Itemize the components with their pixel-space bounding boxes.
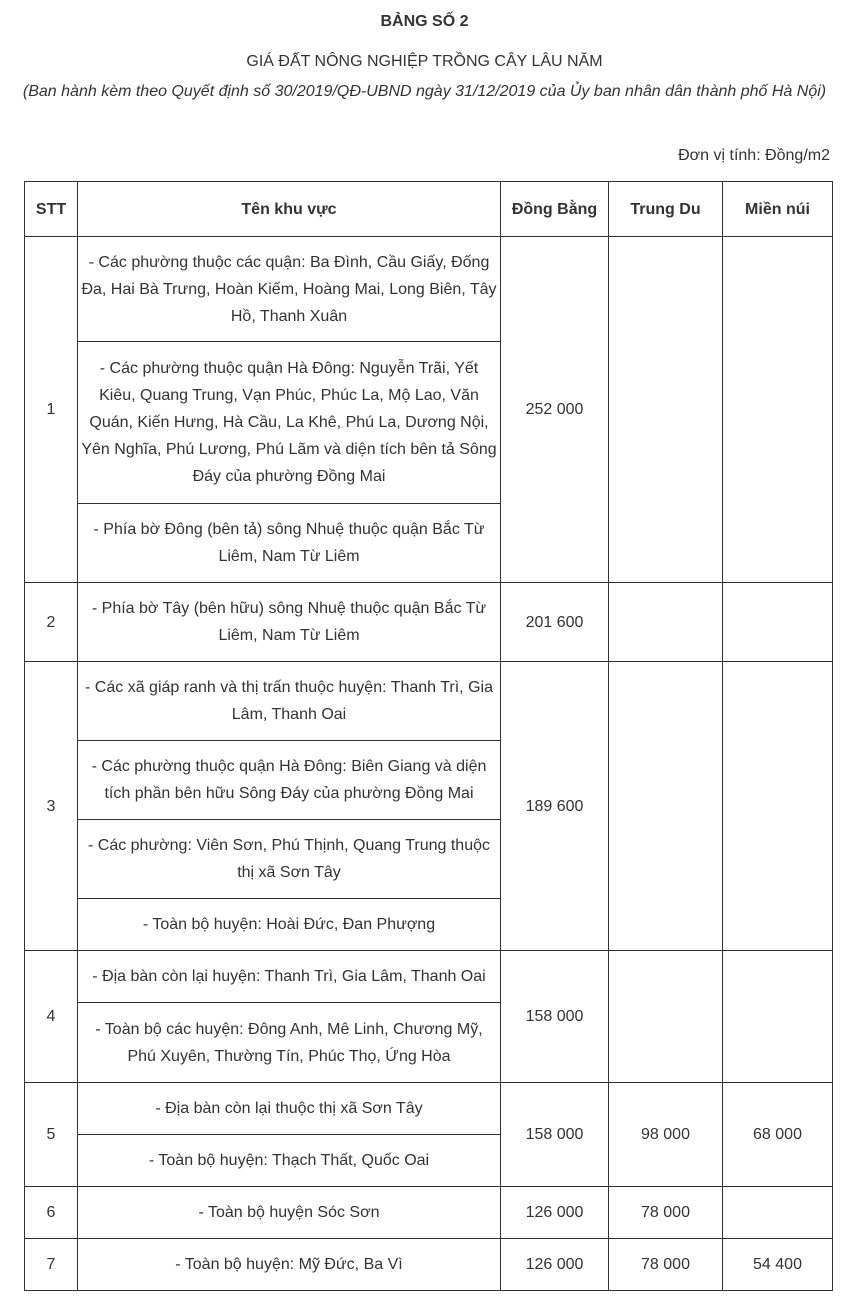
area-name-cell: - Địa bàn còn lại thuộc thị xã Sơn Tây: [78, 1083, 501, 1135]
table-row: [25, 951, 833, 1003]
dong-bang-price-cell: 126 000: [501, 1187, 609, 1239]
mien-nui-price-cell: [723, 662, 833, 951]
dong-bang-price-cell: 201 600: [501, 583, 609, 662]
table-row: [25, 1187, 833, 1239]
header-mien-nui: Miền núi: [723, 182, 833, 237]
area-name-cell: - Phía bờ Tây (bên hữu) sông Nhuệ thuộc quận Bắc Từ Liêm, Nam Từ Liêm: [78, 583, 501, 662]
trung-du-price-cell: [609, 951, 723, 1083]
dong-bang-price-cell: 252 000: [501, 237, 609, 583]
mien-nui-price-cell: 68 000: [723, 1083, 833, 1187]
trung-du-price-cell: [609, 662, 723, 951]
mien-nui-price-cell: [723, 583, 833, 662]
stt-cell: 6: [25, 1187, 78, 1239]
table-row: [25, 237, 833, 342]
land-price-table: [24, 181, 833, 1291]
area-name-cell: - Các phường thuộc quận Hà Đông: Nguyễn Trãi, Yết Kiêu, Quang Trung, Vạn Phúc, Phúc La, Mộ Lao, Văn Quán, Kiến Hưng, Hà Cầu, La Khê, Phú La, Dương Nội, Yên Nghĩa, Phú Lương, Phú Lãm và diện tích bên tả Sông Đáy của phường Đồng Mai: [78, 342, 501, 504]
stt-cell: 7: [25, 1239, 78, 1291]
mien-nui-price-cell: [723, 237, 833, 583]
table-row: [25, 1083, 833, 1135]
table-body: [25, 237, 833, 1291]
stt-cell: 1: [25, 237, 78, 583]
mien-nui-price-cell: 54 400: [723, 1239, 833, 1291]
area-name-cell: - Toàn bộ huyện Sóc Sơn: [78, 1187, 501, 1239]
dong-bang-price-cell: 158 000: [501, 1083, 609, 1187]
stt-cell: 3: [25, 662, 78, 951]
trung-du-price-cell: 78 000: [609, 1187, 723, 1239]
area-name-cell: - Phía bờ Đông (bên tả) sông Nhuệ thuộc quận Bắc Từ Liêm, Nam Từ Liêm: [78, 504, 501, 583]
table-row: [25, 1239, 833, 1291]
area-name-cell: - Các phường thuộc các quận: Ba Đình, Cầu Giấy, Đống Đa, Hai Bà Trưng, Hoàn Kiếm, Hoàng Mai, Long Biên, Tây Hồ, Thanh Xuân: [78, 237, 501, 342]
area-name-cell: - Toàn bộ huyện: Thạch Thất, Quốc Oai: [78, 1135, 501, 1187]
area-name-cell: - Các xã giáp ranh và thị trấn thuộc huyện: Thanh Trì, Gia Lâm, Thanh Oai: [78, 662, 501, 741]
area-name-cell: - Toàn bộ các huyện: Đông Anh, Mê Linh, Chương Mỹ, Phú Xuyên, Thường Tín, Phúc Thọ, Ứng Hòa: [78, 1003, 501, 1083]
mien-nui-price-cell: [723, 951, 833, 1083]
header-stt: STT: [25, 182, 78, 237]
area-name-cell: - Địa bàn còn lại huyện: Thanh Trì, Gia Lâm, Thanh Oai: [78, 951, 501, 1003]
trung-du-price-cell: 98 000: [609, 1083, 723, 1187]
dong-bang-price-cell: 189 600: [501, 662, 609, 951]
header-dong-bang: Đồng Bằng: [501, 182, 609, 237]
stt-cell: 5: [25, 1083, 78, 1187]
mien-nui-price-cell: [723, 1187, 833, 1239]
area-name-cell: - Toàn bộ huyện: Mỹ Đức, Ba Vì: [78, 1239, 501, 1291]
area-name-cell: - Các phường: Viên Sơn, Phú Thịnh, Quang Trung thuộc thị xã Sơn Tây: [78, 820, 501, 899]
trung-du-price-cell: 78 000: [609, 1239, 723, 1291]
table-row: [25, 583, 833, 662]
table-title: BẢNG SỐ 2: [380, 13, 469, 30]
issuance-note: (Ban hành kèm theo Quyết định số 30/2019/QĐ-UBND ngày 31/12/2019 của Ủy ban nhân dân thành phố Hà Nội): [22, 83, 827, 100]
trung-du-price-cell: [609, 237, 723, 583]
header-row: [25, 182, 833, 237]
area-name-cell: - Các phường thuộc quận Hà Đông: Biên Giang và diện tích phần bên hữu Sông Đáy của phường Đồng Mai: [78, 741, 501, 820]
stt-cell: 4: [25, 951, 78, 1083]
unit-label: Đơn vị tính: Đồng/m2: [678, 147, 830, 164]
area-name-cell: - Toàn bộ huyện: Hoài Đức, Đan Phượng: [78, 899, 501, 951]
header-trung-du: Trung Du: [609, 182, 723, 237]
table-row: [25, 662, 833, 741]
table-subtitle: GIÁ ĐẤT NÔNG NGHIỆP TRỒNG CÂY LÂU NĂM: [246, 53, 603, 70]
dong-bang-price-cell: 126 000: [501, 1239, 609, 1291]
trung-du-price-cell: [609, 583, 723, 662]
dong-bang-price-cell: 158 000: [501, 951, 609, 1083]
header-area-name: Tên khu vực: [78, 182, 501, 237]
stt-cell: 2: [25, 583, 78, 662]
